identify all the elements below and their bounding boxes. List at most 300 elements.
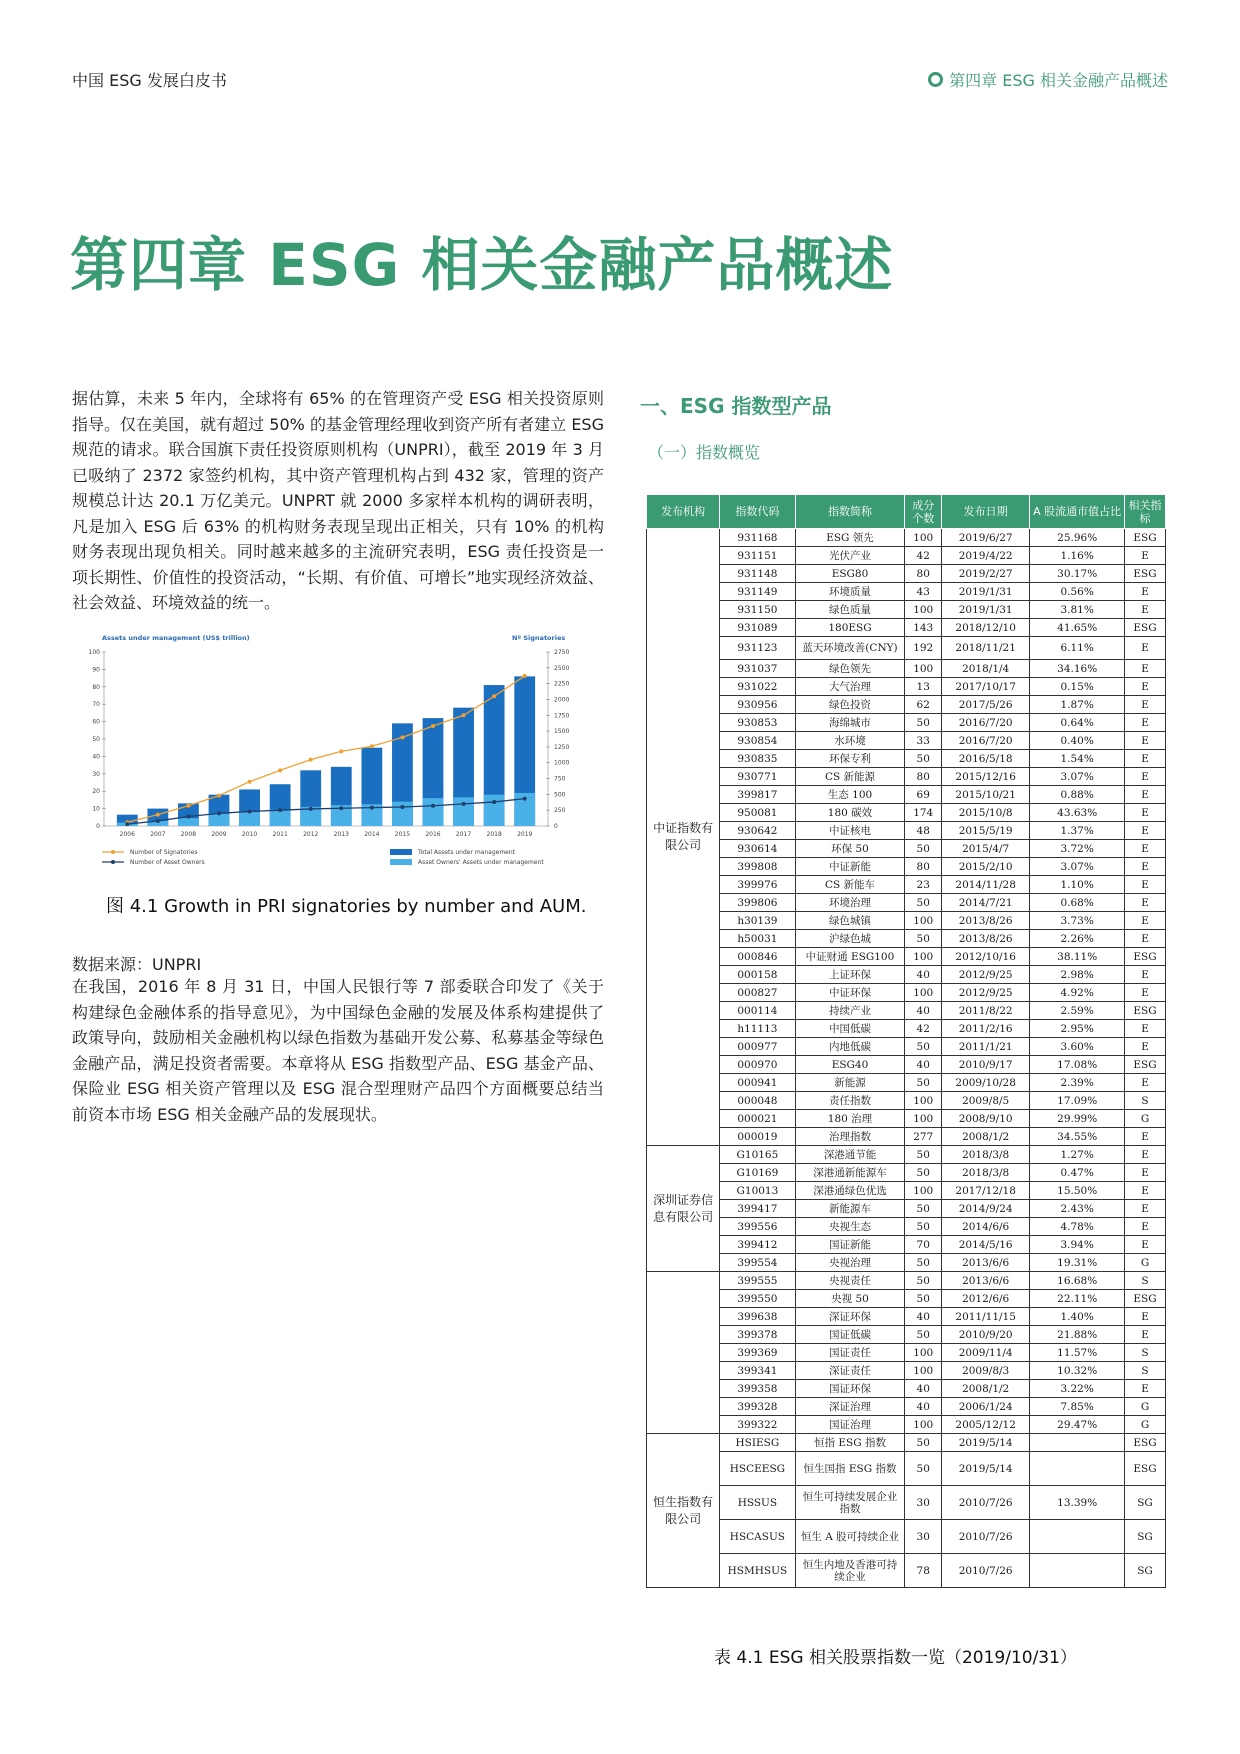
table-cell: 2018/1/4 bbox=[942, 660, 1030, 678]
table-cell: 2011/1/21 bbox=[942, 1038, 1030, 1056]
table-cell bbox=[1030, 1554, 1125, 1588]
table-cell: 100 bbox=[905, 984, 942, 1002]
bar-asset-owners-aum bbox=[209, 814, 230, 826]
table-cell: 2010/9/20 bbox=[942, 1326, 1030, 1344]
table-row bbox=[647, 912, 1166, 930]
table-cell: 399417 bbox=[720, 1200, 795, 1218]
x-tick-label: 2016 bbox=[425, 831, 441, 838]
table-cell: 3.07% bbox=[1030, 768, 1125, 786]
table-row bbox=[647, 1486, 1166, 1520]
table-cell: 2018/11/21 bbox=[942, 637, 1030, 660]
table-cell: 34.16% bbox=[1030, 660, 1125, 678]
table-cell: HSSUS bbox=[720, 1486, 795, 1520]
table-cell bbox=[1030, 1434, 1125, 1452]
table-row bbox=[647, 1362, 1166, 1380]
table-row bbox=[647, 1272, 1166, 1290]
table-cell: 2013/8/26 bbox=[942, 912, 1030, 930]
table-row bbox=[647, 619, 1166, 637]
table-cell: 930854 bbox=[720, 732, 795, 750]
table-cell: 中证财通 ESG100 bbox=[795, 948, 905, 966]
table-cell: 69 bbox=[905, 786, 942, 804]
table-row bbox=[647, 583, 1166, 601]
table-cell: 蓝天环境改善(CNY) bbox=[795, 637, 905, 660]
y2-tick-label: 2000 bbox=[554, 696, 570, 704]
table-row bbox=[647, 1002, 1166, 1020]
table-cell: 国证治理 bbox=[795, 1416, 905, 1434]
issuer-cell: 深圳证券信息有限公司 bbox=[647, 1146, 720, 1272]
table-cell: 2013/6/6 bbox=[942, 1272, 1030, 1290]
table-cell: 2014/11/28 bbox=[942, 876, 1030, 894]
bar-asset-owners-aum bbox=[423, 798, 444, 826]
table-cell: 2019/5/14 bbox=[942, 1452, 1030, 1486]
y2-tick-label: 1750 bbox=[554, 712, 570, 720]
table-cell: E bbox=[1125, 876, 1166, 894]
table-cell: 2008/1/2 bbox=[942, 1128, 1030, 1146]
table-cell: 恒指 ESG 指数 bbox=[795, 1434, 905, 1452]
esg-index-table bbox=[646, 494, 1166, 1588]
table-cell: E bbox=[1125, 984, 1166, 1002]
bar-asset-owners-aum bbox=[484, 795, 505, 826]
table-cell: 000846 bbox=[720, 948, 795, 966]
table-cell: 399554 bbox=[720, 1254, 795, 1272]
table-cell: 2008/1/2 bbox=[942, 1380, 1030, 1398]
table-cell: 2010/7/26 bbox=[942, 1520, 1030, 1554]
table-cell: 399555 bbox=[720, 1272, 795, 1290]
table-cell: SG bbox=[1125, 1554, 1166, 1588]
table-cell: 中证环保 bbox=[795, 984, 905, 1002]
table-cell: 931151 bbox=[720, 547, 795, 565]
table-cell: 环境质量 bbox=[795, 583, 905, 601]
y-tick-label: 70 bbox=[92, 701, 100, 709]
intro-paragraph: 据估算，未来 5 年内，全球将有 65% 的在管理资产受 ESG 相关投资原则指导。仅在美国，就有超过 50% 的基金管理经理收到资产所有者建立 ESG 规范的请求。联合国旗下责任投资原则机构（UNPRI），截至 2019 年 3 月已吸纳了 2372 家签约机构，其中资产管理机构占到 432 家，管理的资产规模总计达 20.1 万亿美元。UNPRT 就 2000 多家样本机构的调研表明，凡是加入 ESG 后 63% 的机构财务表现呈现出正相关，只有 10% 的机构财务表现出现负相关。同时越来越多的主流研究表明，ESG 责任投资是一项长期性、价值性的投资活动，“长期、有价值、可增长”地实现经济效益、社会效益、环境效益的统一。 bbox=[72, 389, 604, 612]
series-point bbox=[492, 694, 496, 698]
y2-tick-label: 2500 bbox=[554, 664, 570, 672]
table-cell: 100 bbox=[905, 948, 942, 966]
table-cell: 0.64% bbox=[1030, 714, 1125, 732]
table-cell: 930642 bbox=[720, 822, 795, 840]
series-point bbox=[248, 809, 252, 813]
running-head-left: 中国 ESG 发展白皮书 bbox=[72, 71, 227, 90]
x-tick-label: 2006 bbox=[119, 831, 135, 838]
table-cell: 治理指数 bbox=[795, 1128, 905, 1146]
table-cell: 50 bbox=[905, 1326, 942, 1344]
table-cell: E bbox=[1125, 750, 1166, 768]
table-cell: 环保专利 bbox=[795, 750, 905, 768]
table-cell: 2011/11/15 bbox=[942, 1308, 1030, 1326]
table-cell: h11113 bbox=[720, 1020, 795, 1038]
table-cell: 50 bbox=[905, 930, 942, 948]
y2-tick-label: 1500 bbox=[554, 728, 570, 736]
table-cell: 100 bbox=[905, 1092, 942, 1110]
table-cell: 2019/4/22 bbox=[942, 547, 1030, 565]
table-cell: 恒生 A 股可持续企业 bbox=[795, 1520, 905, 1554]
table-cell: 399341 bbox=[720, 1362, 795, 1380]
table-cell: E bbox=[1125, 930, 1166, 948]
table-cell: S bbox=[1125, 1092, 1166, 1110]
table-cell: E bbox=[1125, 1182, 1166, 1200]
table-cell: 1.16% bbox=[1030, 547, 1125, 565]
table-cell: 399369 bbox=[720, 1344, 795, 1362]
table-cell: 2009/10/28 bbox=[942, 1074, 1030, 1092]
table-cell: 50 bbox=[905, 714, 942, 732]
table-cell: 000114 bbox=[720, 1002, 795, 1020]
table-cell: 78 bbox=[905, 1554, 942, 1588]
table-cell: 11.57% bbox=[1030, 1344, 1125, 1362]
table-cell: 生态 100 bbox=[795, 786, 905, 804]
table-cell: 23 bbox=[905, 876, 942, 894]
y2-tick-label: 1250 bbox=[554, 743, 570, 751]
table-cell: 930853 bbox=[720, 714, 795, 732]
table-cell: 40 bbox=[905, 1308, 942, 1326]
table-cell: 25.96% bbox=[1030, 529, 1125, 547]
table-cell: G bbox=[1125, 1254, 1166, 1272]
table-cell: E bbox=[1125, 583, 1166, 601]
table-cell: E bbox=[1125, 1020, 1166, 1038]
table-cell: 100 bbox=[905, 1416, 942, 1434]
table-cell: 大气治理 bbox=[795, 678, 905, 696]
table-row bbox=[647, 660, 1166, 678]
table-row bbox=[647, 894, 1166, 912]
table-cell: G10169 bbox=[720, 1164, 795, 1182]
table-cell: 40 bbox=[905, 966, 942, 984]
table-cell: 深证责任 bbox=[795, 1362, 905, 1380]
table-row bbox=[647, 984, 1166, 1002]
table-row bbox=[647, 1452, 1166, 1486]
y-tick-label: 0 bbox=[96, 823, 100, 830]
table-cell: 恒生可持续发展企业指数 bbox=[795, 1486, 905, 1520]
table-cell: G10013 bbox=[720, 1182, 795, 1200]
series-point bbox=[125, 822, 129, 826]
table-row bbox=[647, 1038, 1166, 1056]
table-cell: 深证环保 bbox=[795, 1308, 905, 1326]
table-cell: 2010/7/26 bbox=[942, 1486, 1030, 1520]
table-cell: 399976 bbox=[720, 876, 795, 894]
table-row bbox=[647, 966, 1166, 984]
table-cell: E bbox=[1125, 714, 1166, 732]
table-row bbox=[647, 840, 1166, 858]
y-tick-label: 10 bbox=[92, 805, 100, 813]
y-tick-label: 80 bbox=[92, 683, 100, 691]
table-cell: HSCASUS bbox=[720, 1520, 795, 1554]
legend-bar-swatch bbox=[390, 849, 412, 855]
legend-bar-swatch bbox=[390, 859, 412, 865]
table-cell: 3.60% bbox=[1030, 1038, 1125, 1056]
table-body bbox=[647, 529, 1166, 1588]
table-cell: 174 bbox=[905, 804, 942, 822]
table-cell: 277 bbox=[905, 1128, 942, 1146]
table-row bbox=[647, 696, 1166, 714]
table-cell: ESG bbox=[1125, 1452, 1166, 1486]
table-cell: 0.56% bbox=[1030, 583, 1125, 601]
table-cell: 80 bbox=[905, 565, 942, 583]
x-tick-label: 2019 bbox=[517, 831, 533, 838]
y2-tick-label: 500 bbox=[554, 791, 566, 799]
table-cell: HSMHSUS bbox=[720, 1554, 795, 1588]
table-cell: 绿色投资 bbox=[795, 696, 905, 714]
table-cell: E bbox=[1125, 1380, 1166, 1398]
table-cell: 000048 bbox=[720, 1092, 795, 1110]
table-cell: 930835 bbox=[720, 750, 795, 768]
table-cell: 16.68% bbox=[1030, 1272, 1125, 1290]
table-cell bbox=[1030, 1520, 1125, 1554]
table-row bbox=[647, 786, 1166, 804]
series-point bbox=[186, 815, 190, 819]
table-cell: 2.39% bbox=[1030, 1074, 1125, 1092]
table-cell: 399550 bbox=[720, 1290, 795, 1308]
table-cell: 3.07% bbox=[1030, 858, 1125, 876]
table-cell: CS 新能源 bbox=[795, 768, 905, 786]
table-cell: 50 bbox=[905, 1218, 942, 1236]
table-cell: 50 bbox=[905, 1290, 942, 1308]
table-cell: 2016/7/20 bbox=[942, 732, 1030, 750]
table-cell: 2013/8/26 bbox=[942, 930, 1030, 948]
series-point bbox=[278, 808, 282, 812]
series-point bbox=[217, 811, 221, 815]
table-cell: 2012/9/25 bbox=[942, 966, 1030, 984]
table-cell: 2012/9/25 bbox=[942, 984, 1030, 1002]
table-cell: 2012/10/16 bbox=[942, 948, 1030, 966]
table-cell: E bbox=[1125, 678, 1166, 696]
table-cell: 930614 bbox=[720, 840, 795, 858]
table-cell: E bbox=[1125, 912, 1166, 930]
table-cell: 41.65% bbox=[1030, 619, 1125, 637]
running-head-chapter: 第四章 ESG 相关金融产品概述 bbox=[949, 71, 1168, 90]
table-cell: ESG40 bbox=[795, 1056, 905, 1074]
table-cell: 环保 50 bbox=[795, 840, 905, 858]
table-cell: 19.31% bbox=[1030, 1254, 1125, 1272]
table-cell: CS 新能车 bbox=[795, 876, 905, 894]
esg-index-table-wrap bbox=[646, 494, 1166, 1588]
table-cell: 2.98% bbox=[1030, 966, 1125, 984]
table-cell: 931123 bbox=[720, 637, 795, 660]
series-point bbox=[370, 806, 374, 810]
table-cell: 100 bbox=[905, 529, 942, 547]
table-cell: 2015/4/7 bbox=[942, 840, 1030, 858]
table-cell: 3.72% bbox=[1030, 840, 1125, 858]
table-cell: E bbox=[1125, 601, 1166, 619]
legend-point-swatch bbox=[111, 850, 115, 854]
table-row bbox=[647, 1164, 1166, 1182]
table-cell: ESG 领先 bbox=[795, 529, 905, 547]
table-cell: 2019/1/31 bbox=[942, 601, 1030, 619]
table-cell: ESG bbox=[1125, 1056, 1166, 1074]
table-cell: ESG80 bbox=[795, 565, 905, 583]
table-cell: 国证新能 bbox=[795, 1236, 905, 1254]
table-cell: 绿色质量 bbox=[795, 601, 905, 619]
table-cell: 48 bbox=[905, 822, 942, 840]
table-cell: 2019/6/27 bbox=[942, 529, 1030, 547]
table-cell: 2015/10/8 bbox=[942, 804, 1030, 822]
table-cell: 50 bbox=[905, 894, 942, 912]
table-cell: E bbox=[1125, 1308, 1166, 1326]
table-cell: 2016/5/18 bbox=[942, 750, 1030, 768]
table-cell: 40 bbox=[905, 1380, 942, 1398]
table-cell: 1.37% bbox=[1030, 822, 1125, 840]
table-cell: 央视 50 bbox=[795, 1290, 905, 1308]
table-cell: 192 bbox=[905, 637, 942, 660]
table-cell: 13.39% bbox=[1030, 1486, 1125, 1520]
series-point bbox=[217, 794, 221, 798]
table-cell: 100 bbox=[905, 1362, 942, 1380]
issuer-cell: 中证指数有限公司 bbox=[647, 529, 720, 1146]
table-cell: 2019/2/27 bbox=[942, 565, 1030, 583]
table-cell: ESG bbox=[1125, 1290, 1166, 1308]
x-tick-label: 2012 bbox=[303, 831, 319, 838]
table-cell: 0.15% bbox=[1030, 678, 1125, 696]
intro-section bbox=[72, 386, 604, 616]
x-tick-label: 2011 bbox=[272, 831, 288, 838]
table-cell: 2014/6/6 bbox=[942, 1218, 1030, 1236]
table-cell: 399328 bbox=[720, 1398, 795, 1416]
y-tick-label: 20 bbox=[92, 788, 100, 796]
body-section bbox=[72, 974, 604, 1127]
table-cell: 180ESG bbox=[795, 619, 905, 637]
table-cell: 中国低碳 bbox=[795, 1020, 905, 1038]
table-cell: 2017/10/17 bbox=[942, 678, 1030, 696]
table-cell: 000019 bbox=[720, 1128, 795, 1146]
x-tick-label: 2014 bbox=[364, 831, 380, 838]
table-row bbox=[647, 1020, 1166, 1038]
table-cell: 2.26% bbox=[1030, 930, 1125, 948]
table-cell bbox=[1030, 1452, 1125, 1486]
y-tick-label: 30 bbox=[92, 770, 100, 778]
table-cell: E bbox=[1125, 1164, 1166, 1182]
table-cell: 38.11% bbox=[1030, 948, 1125, 966]
table-cell: 2018/3/8 bbox=[942, 1164, 1030, 1182]
table-row bbox=[647, 1128, 1166, 1146]
table-cell: 180 碳效 bbox=[795, 804, 905, 822]
table-row bbox=[647, 1056, 1166, 1074]
table-cell: 2019/5/14 bbox=[942, 1434, 1030, 1452]
table-cell: 43.63% bbox=[1030, 804, 1125, 822]
legend-label: Number of Signatories bbox=[130, 849, 198, 856]
table-cell: 50 bbox=[905, 1038, 942, 1056]
table-cell: 2009/8/3 bbox=[942, 1362, 1030, 1380]
table-cell: 3.73% bbox=[1030, 912, 1125, 930]
table-cell: ESG bbox=[1125, 1002, 1166, 1020]
table-cell: 2016/7/20 bbox=[942, 714, 1030, 732]
y2-tick-label: 250 bbox=[554, 807, 566, 815]
table-cell: 29.47% bbox=[1030, 1416, 1125, 1434]
table-cell: 深证治理 bbox=[795, 1398, 905, 1416]
table-cell: 100 bbox=[905, 912, 942, 930]
table-cell: E bbox=[1125, 804, 1166, 822]
table-cell: E bbox=[1125, 1074, 1166, 1092]
series-point bbox=[523, 797, 527, 801]
table-cell: 1.87% bbox=[1030, 696, 1125, 714]
table-row bbox=[647, 1554, 1166, 1588]
table-cell: E bbox=[1125, 637, 1166, 660]
table-cell: 2015/12/16 bbox=[942, 768, 1030, 786]
table-cell: 40 bbox=[905, 1002, 942, 1020]
table-cell: E bbox=[1125, 1326, 1166, 1344]
series-point bbox=[523, 674, 527, 678]
section-heading: 一、ESG 指数型产品 bbox=[640, 394, 832, 418]
series-point bbox=[431, 804, 435, 808]
table-cell: 100 bbox=[905, 601, 942, 619]
table-cell: 2006/1/24 bbox=[942, 1398, 1030, 1416]
table-cell: 深港通节能 bbox=[795, 1146, 905, 1164]
table-cell: 3.81% bbox=[1030, 601, 1125, 619]
table-cell: E bbox=[1125, 1128, 1166, 1146]
table-cell: E bbox=[1125, 894, 1166, 912]
table-cell: 央视治理 bbox=[795, 1254, 905, 1272]
table-cell: 央视生态 bbox=[795, 1218, 905, 1236]
table-cell: 4.92% bbox=[1030, 984, 1125, 1002]
table-cell: 13 bbox=[905, 678, 942, 696]
table-cell: 399358 bbox=[720, 1380, 795, 1398]
table-row bbox=[647, 1434, 1166, 1452]
table-cell: 0.68% bbox=[1030, 894, 1125, 912]
table-row bbox=[647, 768, 1166, 786]
data-source: 数据来源：UNPRI bbox=[72, 955, 202, 974]
table-cell: 0.47% bbox=[1030, 1164, 1125, 1182]
table-cell: 恒生内地及香港可持续企业 bbox=[795, 1554, 905, 1588]
table-header-cell: 指数代码 bbox=[720, 495, 795, 529]
series-point bbox=[278, 768, 282, 772]
table-row bbox=[647, 1254, 1166, 1272]
table-cell: 国证低碳 bbox=[795, 1326, 905, 1344]
table-cell: S bbox=[1125, 1362, 1166, 1380]
body-paragraph: 在我国，2016 年 8 月 31 日，中国人民银行等 7 部委联合印发了《关于构建绿色金融体系的指导意见》，为中国绿色金融的发展及体系构建提供了政策导向，鼓励相关金融机构以绿色指数为基础开发公募、私募基金等绿色金融产品，满足投资者需要。本章将从 ESG 指数型产品、ESG 基金产品、保险业 ESG 相关资产管理以及 ESG 混合型理财产品四个方面概要总结当前资本市场 ESG 相关金融产品的发展现状。 bbox=[72, 977, 604, 1124]
issuer-cell: 恒生指数有限公司 bbox=[647, 1434, 720, 1588]
table-cell: 2017/12/18 bbox=[942, 1182, 1030, 1200]
table-cell: 2015/10/21 bbox=[942, 786, 1030, 804]
legend-point-swatch bbox=[111, 860, 115, 864]
table-cell: 34.55% bbox=[1030, 1128, 1125, 1146]
table-cell: 2018/12/10 bbox=[942, 619, 1030, 637]
y-tick-label: 100 bbox=[88, 649, 100, 656]
table-row bbox=[647, 1236, 1166, 1254]
table-cell: E bbox=[1125, 786, 1166, 804]
table-cell: 2019/1/31 bbox=[942, 583, 1030, 601]
table-cell: 000970 bbox=[720, 1056, 795, 1074]
table-row bbox=[647, 732, 1166, 750]
series-point bbox=[156, 813, 160, 817]
table-cell: 930956 bbox=[720, 696, 795, 714]
y2-tick-label: 2750 bbox=[554, 649, 570, 656]
table-cell: 931149 bbox=[720, 583, 795, 601]
table-cell: E bbox=[1125, 1200, 1166, 1218]
chapter-title: 第四章 ESG 相关金融产品概述 bbox=[70, 231, 894, 299]
table-cell: 3.22% bbox=[1030, 1380, 1125, 1398]
x-tick-label: 2013 bbox=[333, 831, 349, 838]
table-cell: 180 治理 bbox=[795, 1110, 905, 1128]
table-cell: 931022 bbox=[720, 678, 795, 696]
table-cell: 000021 bbox=[720, 1110, 795, 1128]
table-cell: h30139 bbox=[720, 912, 795, 930]
table-cell: 30 bbox=[905, 1520, 942, 1554]
table-row bbox=[647, 601, 1166, 619]
x-tick-label: 2017 bbox=[455, 831, 472, 838]
series-point bbox=[370, 744, 374, 748]
table-row bbox=[647, 1200, 1166, 1218]
series-point bbox=[339, 806, 343, 810]
table-row bbox=[647, 948, 1166, 966]
table-cell: 内地低碳 bbox=[795, 1038, 905, 1056]
bar-asset-owners-aum bbox=[239, 812, 260, 826]
table-cell: ESG bbox=[1125, 1434, 1166, 1452]
series-point bbox=[462, 802, 466, 806]
x-tick-label: 2008 bbox=[180, 831, 197, 838]
table-cell: 2011/8/22 bbox=[942, 1002, 1030, 1020]
table-cell: 2010/7/26 bbox=[942, 1554, 1030, 1588]
table-cell: 2009/11/4 bbox=[942, 1344, 1030, 1362]
table-cell: 50 bbox=[905, 1146, 942, 1164]
table-row bbox=[647, 1146, 1166, 1164]
table-cell: 50 bbox=[905, 1272, 942, 1290]
table-cell: 中证核电 bbox=[795, 822, 905, 840]
